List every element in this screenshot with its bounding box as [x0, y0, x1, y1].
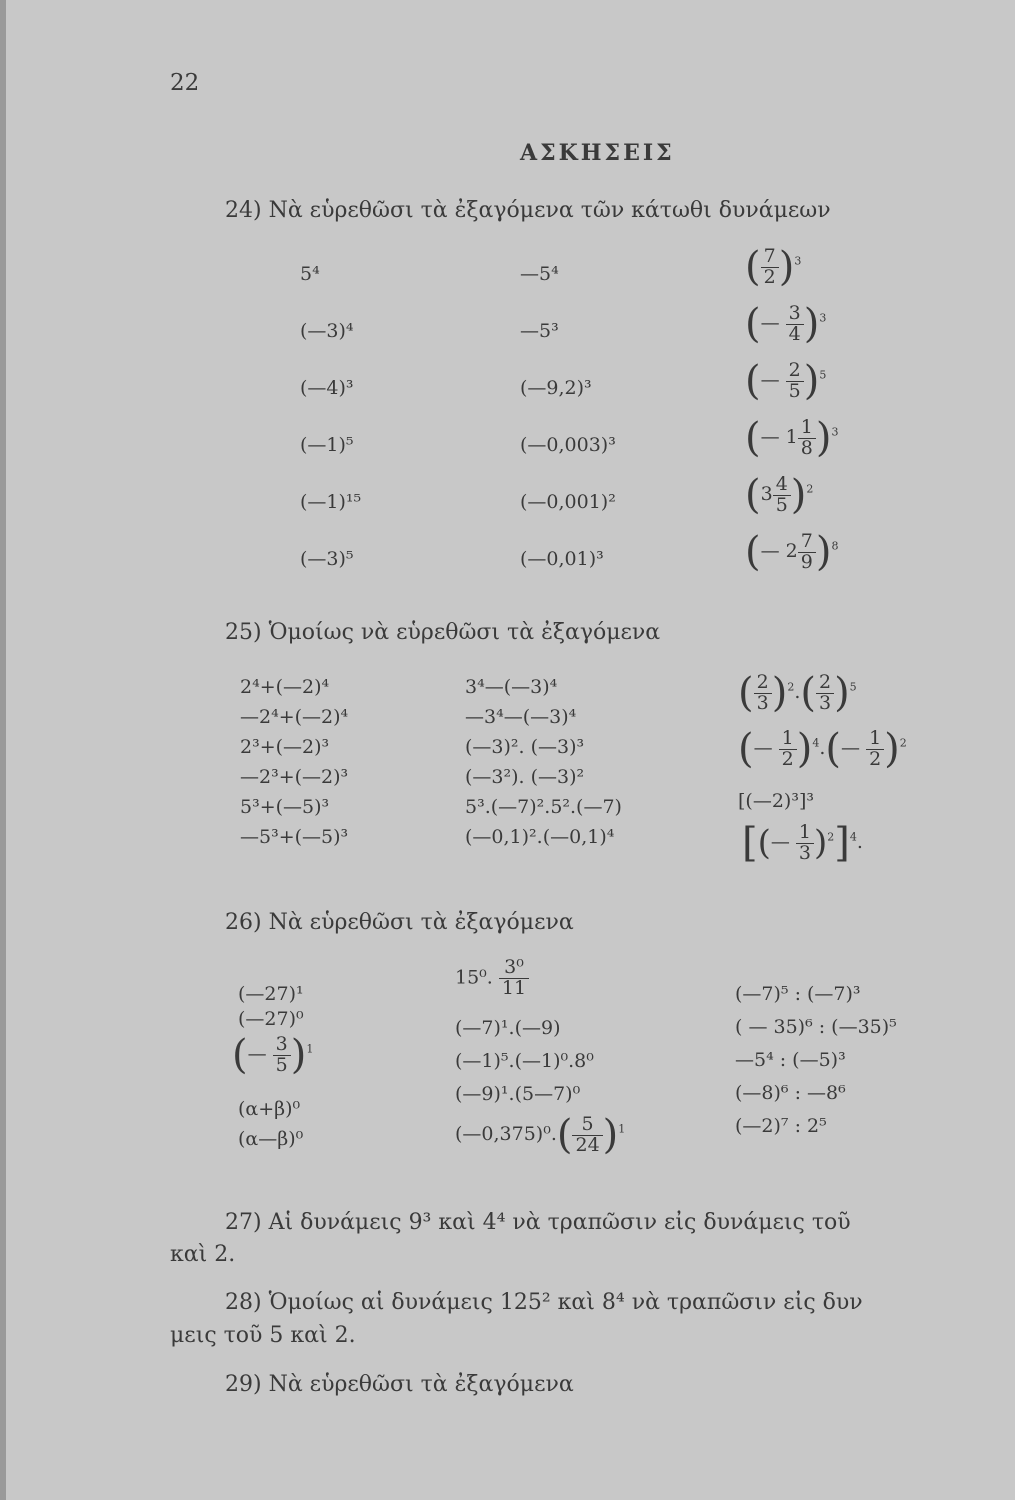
exercise-24-item-c2-r5: (—0,001)²: [520, 491, 616, 513]
exercise-25-instruction: 25) Ὁμοίως νὰ εὑρεθῶσι τὰ ἐξαγόμενα: [225, 620, 661, 645]
exercise-25-item-c1-r1: 2⁴+(—2)⁴: [240, 676, 330, 698]
exercise-24-item-c3-r3: (— $\frac{2}{5}$ )$^5$: [745, 358, 827, 404]
exercise-25-item-c3r2: (— $\frac{1}{2}$ )$^4$.(— $\frac{1}{2}$ )$^2$: [738, 726, 907, 772]
exercise-24-item-c1-r4: (—1)⁵: [300, 434, 354, 456]
exercise-26-item-c3-r4: (—8)⁶ : —8⁶: [735, 1082, 846, 1104]
exercise-26-item-c2r2: (—7)¹.(—9): [455, 1017, 561, 1039]
exercise-24-item-c3-r4: (— 1 $\frac{1}{8}$ )$^3$: [745, 415, 839, 461]
exercise-24-item-c3-r2: (— $\frac{3}{4}$ )$^3$: [745, 301, 827, 347]
exercise-26-item-c1r1: (—27)¹: [238, 983, 304, 1005]
section-heading: ΑΣΚΗΣΕΙΣ: [520, 140, 675, 166]
exercise-24-item-c1-r1: 5⁴: [300, 263, 320, 285]
exercise-28-line-2: μεις τοῦ 5 καὶ 2.: [170, 1323, 356, 1348]
exercise-26-item-c2r3: (—1)⁵.(—1)⁰.8⁰: [455, 1050, 594, 1072]
exercise-24-item-c1-r2: (—3)⁴: [300, 320, 354, 342]
exercise-27-line-1: 27) Αἱ δυνάμεις 9³ καὶ 4⁴ νὰ τραπῶσιν εἰς δυνάμεις τοῦ: [225, 1210, 851, 1235]
exercise-24-item-c3-r6: (— 2 $\frac{7}{9}$ )$^8$: [745, 529, 839, 575]
page-edge: [0, 0, 6, 1500]
exercise-24-item-c2-r3: (—9,2)³: [520, 377, 592, 399]
exercise-29-line-1: 29) Νὰ εὑρεθῶσι τὰ ἐξαγόμενα: [225, 1372, 574, 1397]
exercise-27-line-2: καὶ 2.: [170, 1242, 236, 1267]
exercise-26-item-c1r5: (α—β)⁰: [238, 1128, 304, 1150]
exercise-26-item-c1r2: (—27)⁰: [238, 1008, 304, 1030]
exercise-25-item-c2-r1: 3⁴—(—3)⁴: [465, 676, 558, 698]
exercise-26-item-c3-r3: —5⁴ : (—5)³: [735, 1049, 846, 1071]
exercise-24-item-c2-r2: —5³: [520, 320, 559, 342]
exercise-25-item-c2-r2: —3⁴—(—3)⁴: [465, 706, 577, 728]
exercise-24-item-c2-r6: (—0,01)³: [520, 548, 604, 570]
exercise-24-item-c2-r1: —5⁴: [520, 263, 559, 285]
exercise-25-item-c3r1: ( $\frac{2}{3}$ )$^2$.( $\frac{2}{3}$ )$^5$: [738, 670, 857, 716]
exercise-24-item-c3-r1: ( $\frac{7}{2}$ )$^3$: [745, 244, 802, 290]
exercise-26-item-c1r4: (α+β)⁰: [238, 1098, 301, 1120]
exercise-24-item-c1-r6: (—3)⁵: [300, 548, 354, 570]
exercise-28-line-1: 28) Ὁμοίως αἱ δυνάμεις 125² καὶ 8⁴ νὰ τραπῶσιν εἰς δυν: [225, 1290, 863, 1315]
exercise-24-item-c1-r5: (—1)¹⁵: [300, 491, 362, 513]
exercise-25-item-c2-r6: (—0,1)².(—0,1)⁴: [465, 826, 615, 848]
exercise-26-item-c3-r1: (—7)⁵ : (—7)³: [735, 983, 861, 1005]
exercise-25-item-c3r4: [(— $\frac{1}{3}$ )$^2$]$^4$.: [742, 820, 863, 866]
exercise-25-item-c1-r2: —2⁴+(—2)⁴: [240, 706, 349, 728]
exercise-25-item-c3r3: [(—2)³]³: [738, 790, 814, 812]
page-number: 22: [170, 70, 200, 96]
exercise-25-item-c1-r4: —2³+(—2)³: [240, 766, 349, 788]
exercise-26-item-c2r1: 15⁰. $\frac{\text{3⁰}}{11}$: [455, 958, 529, 999]
exercise-25-item-c2-r5: 5³.(—7)².5².(—7): [465, 796, 622, 818]
exercise-24-item-c2-r4: (—0,003)³: [520, 434, 616, 456]
exercise-24-item-c3-r5: (3 $\frac{4}{5}$ )$^2$: [745, 472, 814, 518]
exercise-26-item-c3-r2: ( — 35)⁶ : (—35)⁵: [735, 1016, 897, 1038]
exercise-25-item-c2-r3: (—3)². (—3)³: [465, 736, 585, 758]
exercise-26-item-c2r5: (—0,375)⁰.( $\frac{5}{24}$ )$^1$: [455, 1112, 626, 1158]
exercise-24-instruction: 24) Νὰ εὑρεθῶσι τὰ ἐξαγόμενα τῶν κάτωθι δυνάμεων: [225, 198, 831, 223]
exercise-26-item-c1r3: (— $\frac{3}{5}$ )$^1$: [232, 1032, 314, 1078]
exercise-25-item-c2-r4: (—3²). (—3)²: [465, 766, 585, 788]
exercise-26-instruction: 26) Νὰ εὑρεθῶσι τὰ ἐξαγόμενα: [225, 910, 574, 935]
exercise-26-item-c2r4: (—9)¹.(5—7)⁰: [455, 1083, 581, 1105]
exercise-25-item-c1-r6: —5³+(—5)³: [240, 826, 349, 848]
exercise-25-item-c1-r3: 2³+(—2)³: [240, 736, 330, 758]
exercise-26-item-c3-r5: (—2)⁷ : 2⁵: [735, 1115, 827, 1137]
exercise-25-item-c1-r5: 5³+(—5)³: [240, 796, 330, 818]
exercise-24-item-c1-r3: (—4)³: [300, 377, 354, 399]
